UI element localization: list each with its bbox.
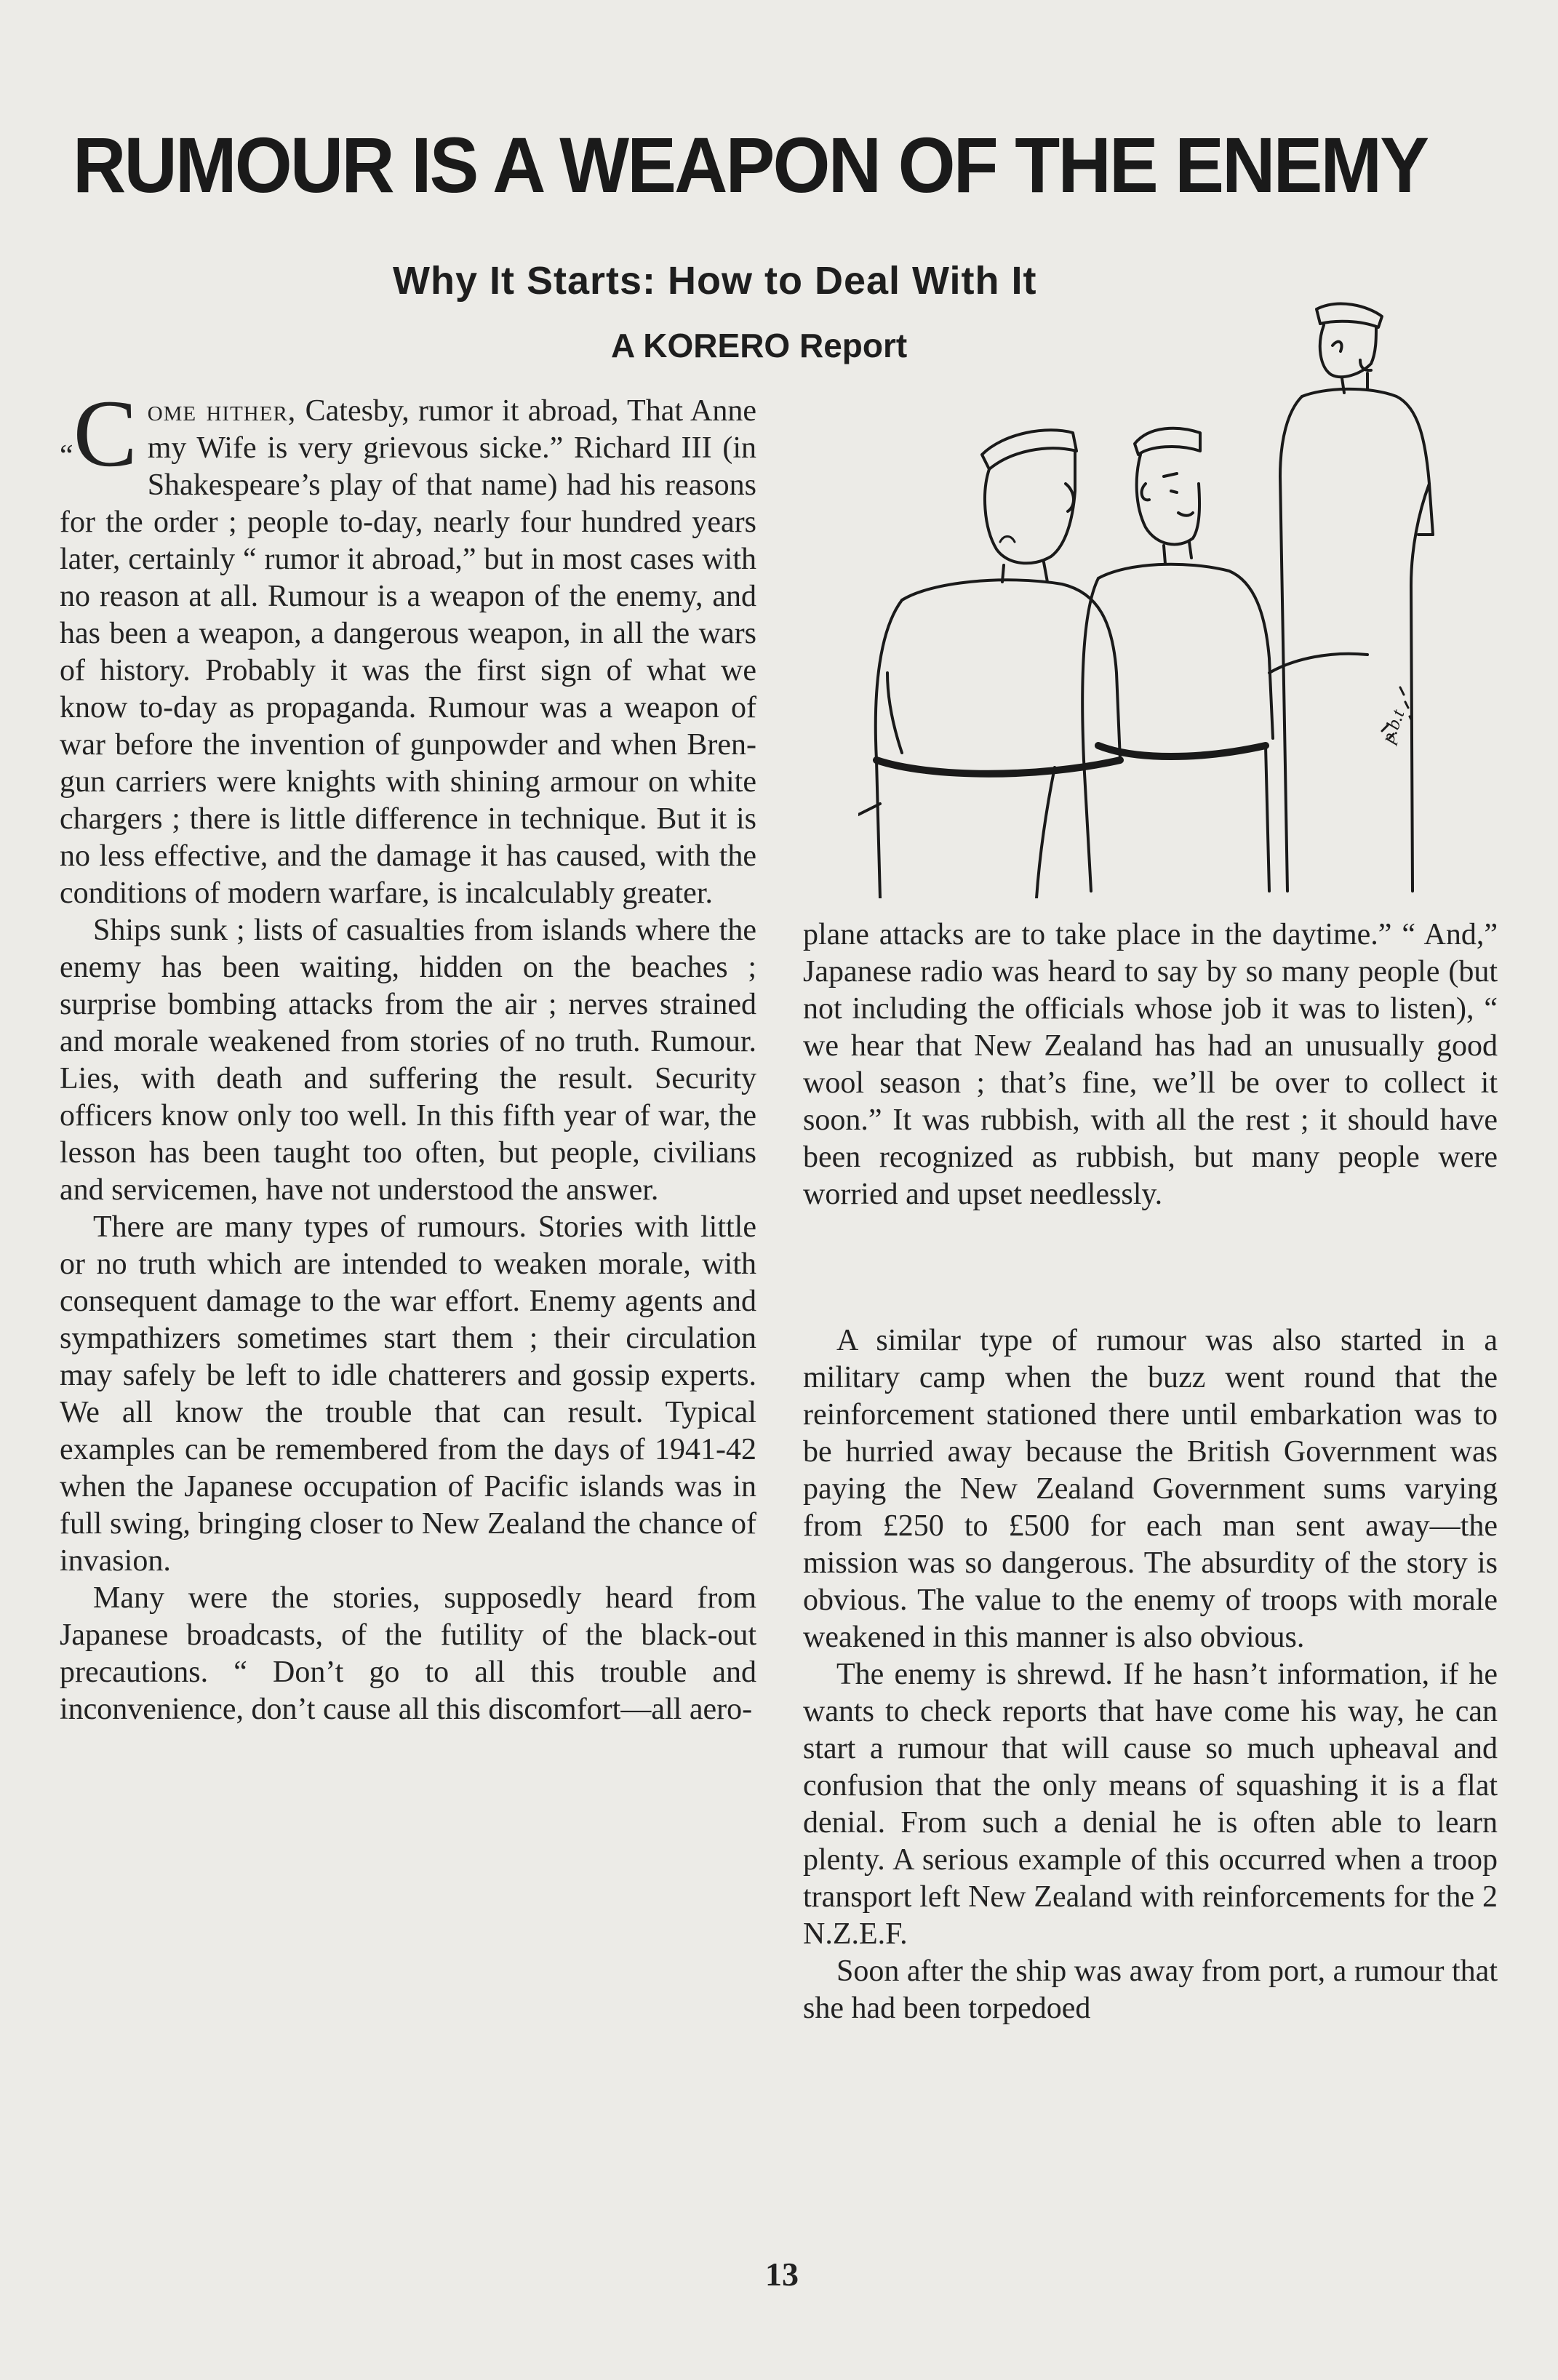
opening-lead-words: ome hither, (147, 394, 297, 428)
column-right (803, 1322, 1498, 2027)
article-subtitle: Why It Starts: How to Deal With It (393, 259, 1037, 303)
figure-left (858, 430, 1120, 898)
article-headline: RUMOUR IS A WEAPON OF THE ENEMY (73, 121, 1428, 209)
column-right-continuation (803, 917, 1498, 1213)
body-paragraph: There are many types of rumours. Stories with little or no truth which are intended to weaken morale, with consequent damage to the war effort. Enemy agents and sympathizers sometimes start them ; their circulation may safely be left to idle chatterers and gossip experts. We all know the trouble that can result. Typical examples can be remembered from the days of 1941-42 when the Japanese occupation of Pacific islands was in full swing, bringing closer to New Zealand the chance of invasion. (60, 1210, 756, 1578)
opening-paragraph (60, 380, 756, 912)
column-left (60, 380, 756, 1728)
body-paragraph: The enemy is shrewd. If he hasn’t information, if he wants to check reports that have come his way, he can start a rumour that will cause so much upheaval and confusion that the only means of squashing it is a flat denial. From such a denial he is often able to learn plenty. A serious example of this occurred when a troop transport left New Zealand with reinforcements for the 2 N.Z.E.F. (803, 1658, 1498, 1951)
opening-quote-mark: “ (60, 439, 73, 473)
page-number: 13 (765, 2256, 799, 2293)
body-paragraph: Many were the stories, supposedly heard from Japanese broadcasts, of the futility of the black-out precautions. “ Don’t go to all this trouble and inconvenience, don’t cause all this discomfort—all aero- (60, 1581, 756, 1726)
body-paragraph: Soon after the ship was away from port, a rumour that she had been torpedoed (803, 1954, 1498, 2025)
figure-middle (1082, 428, 1367, 891)
continuation-paragraph: plane attacks are to take place in the daytime.” “ And,” Japanese radio was heard to say by so many people (but not including the officials whose job it was to listen), “ we hear that New Zealand has had an unusually good wool season ; that’s fine, we’ll be over to collect it soon.” It was rubbish, with all the rest ; it should have been recognized as rubbish, but many people were worried and upset needlessly. (803, 918, 1498, 1211)
article-byline: A KORERO Report (611, 327, 908, 364)
illustrator-signature: p.b.t (1377, 706, 1409, 746)
body-paragraph: A similar type of rumour was also started in a military camp when the buzz went round that the reinforcement stationed there until embarkation was to be hurried away because the British Government was paying the New Zealand Government sums varying from £250 to £500 for each man sent away—the mission was so dangerous. The absurdity of the story is obvious. The value to the enemy of troops with morale weakened in this manner is also obvious. (803, 1324, 1498, 1654)
drop-cap-letter: C (73, 380, 137, 487)
opening-text: Catesby, rumor it abroad, That Anne my Wife is very grievous sicke.” Richard III (in Shakespeare’s play of that name) had his reasons for the order ; people to-day, nearly four hundred years later, certainly “ rumor it abroad,” but in most cases with no reason at all. Rumour is a weapon of the enemy, and has been a weapon, a dangerous weapon, in all the wars of history. Probably it was the first sign of what we know to-day as propaganda. Rumour was a weapon of war before the invention of gunpowder and when Bren-gun carriers were knights with shining armour on white chargers ; there is little difference in technique. But it is no less effective, and the damage it has caused, with the conditions of modern warfare, is incalculably greater. (60, 394, 756, 910)
cartoon-illustration-servicemen (858, 295, 1455, 898)
drop-cap (60, 380, 137, 492)
body-paragraph: Ships sunk ; lists of casualties from islands where the enemy has been waiting, hidden on the beaches ; surprise bombing attacks from the air ; nerves strained and morale weakened from stories of no truth. Rumour. Lies, with death and suffering the result. Security officers know only too well. In this fifth year of war, the lesson has been taught too often, but people, civilians and servicemen, have not understood the answer. (60, 914, 756, 1207)
figure-right (1280, 304, 1433, 891)
